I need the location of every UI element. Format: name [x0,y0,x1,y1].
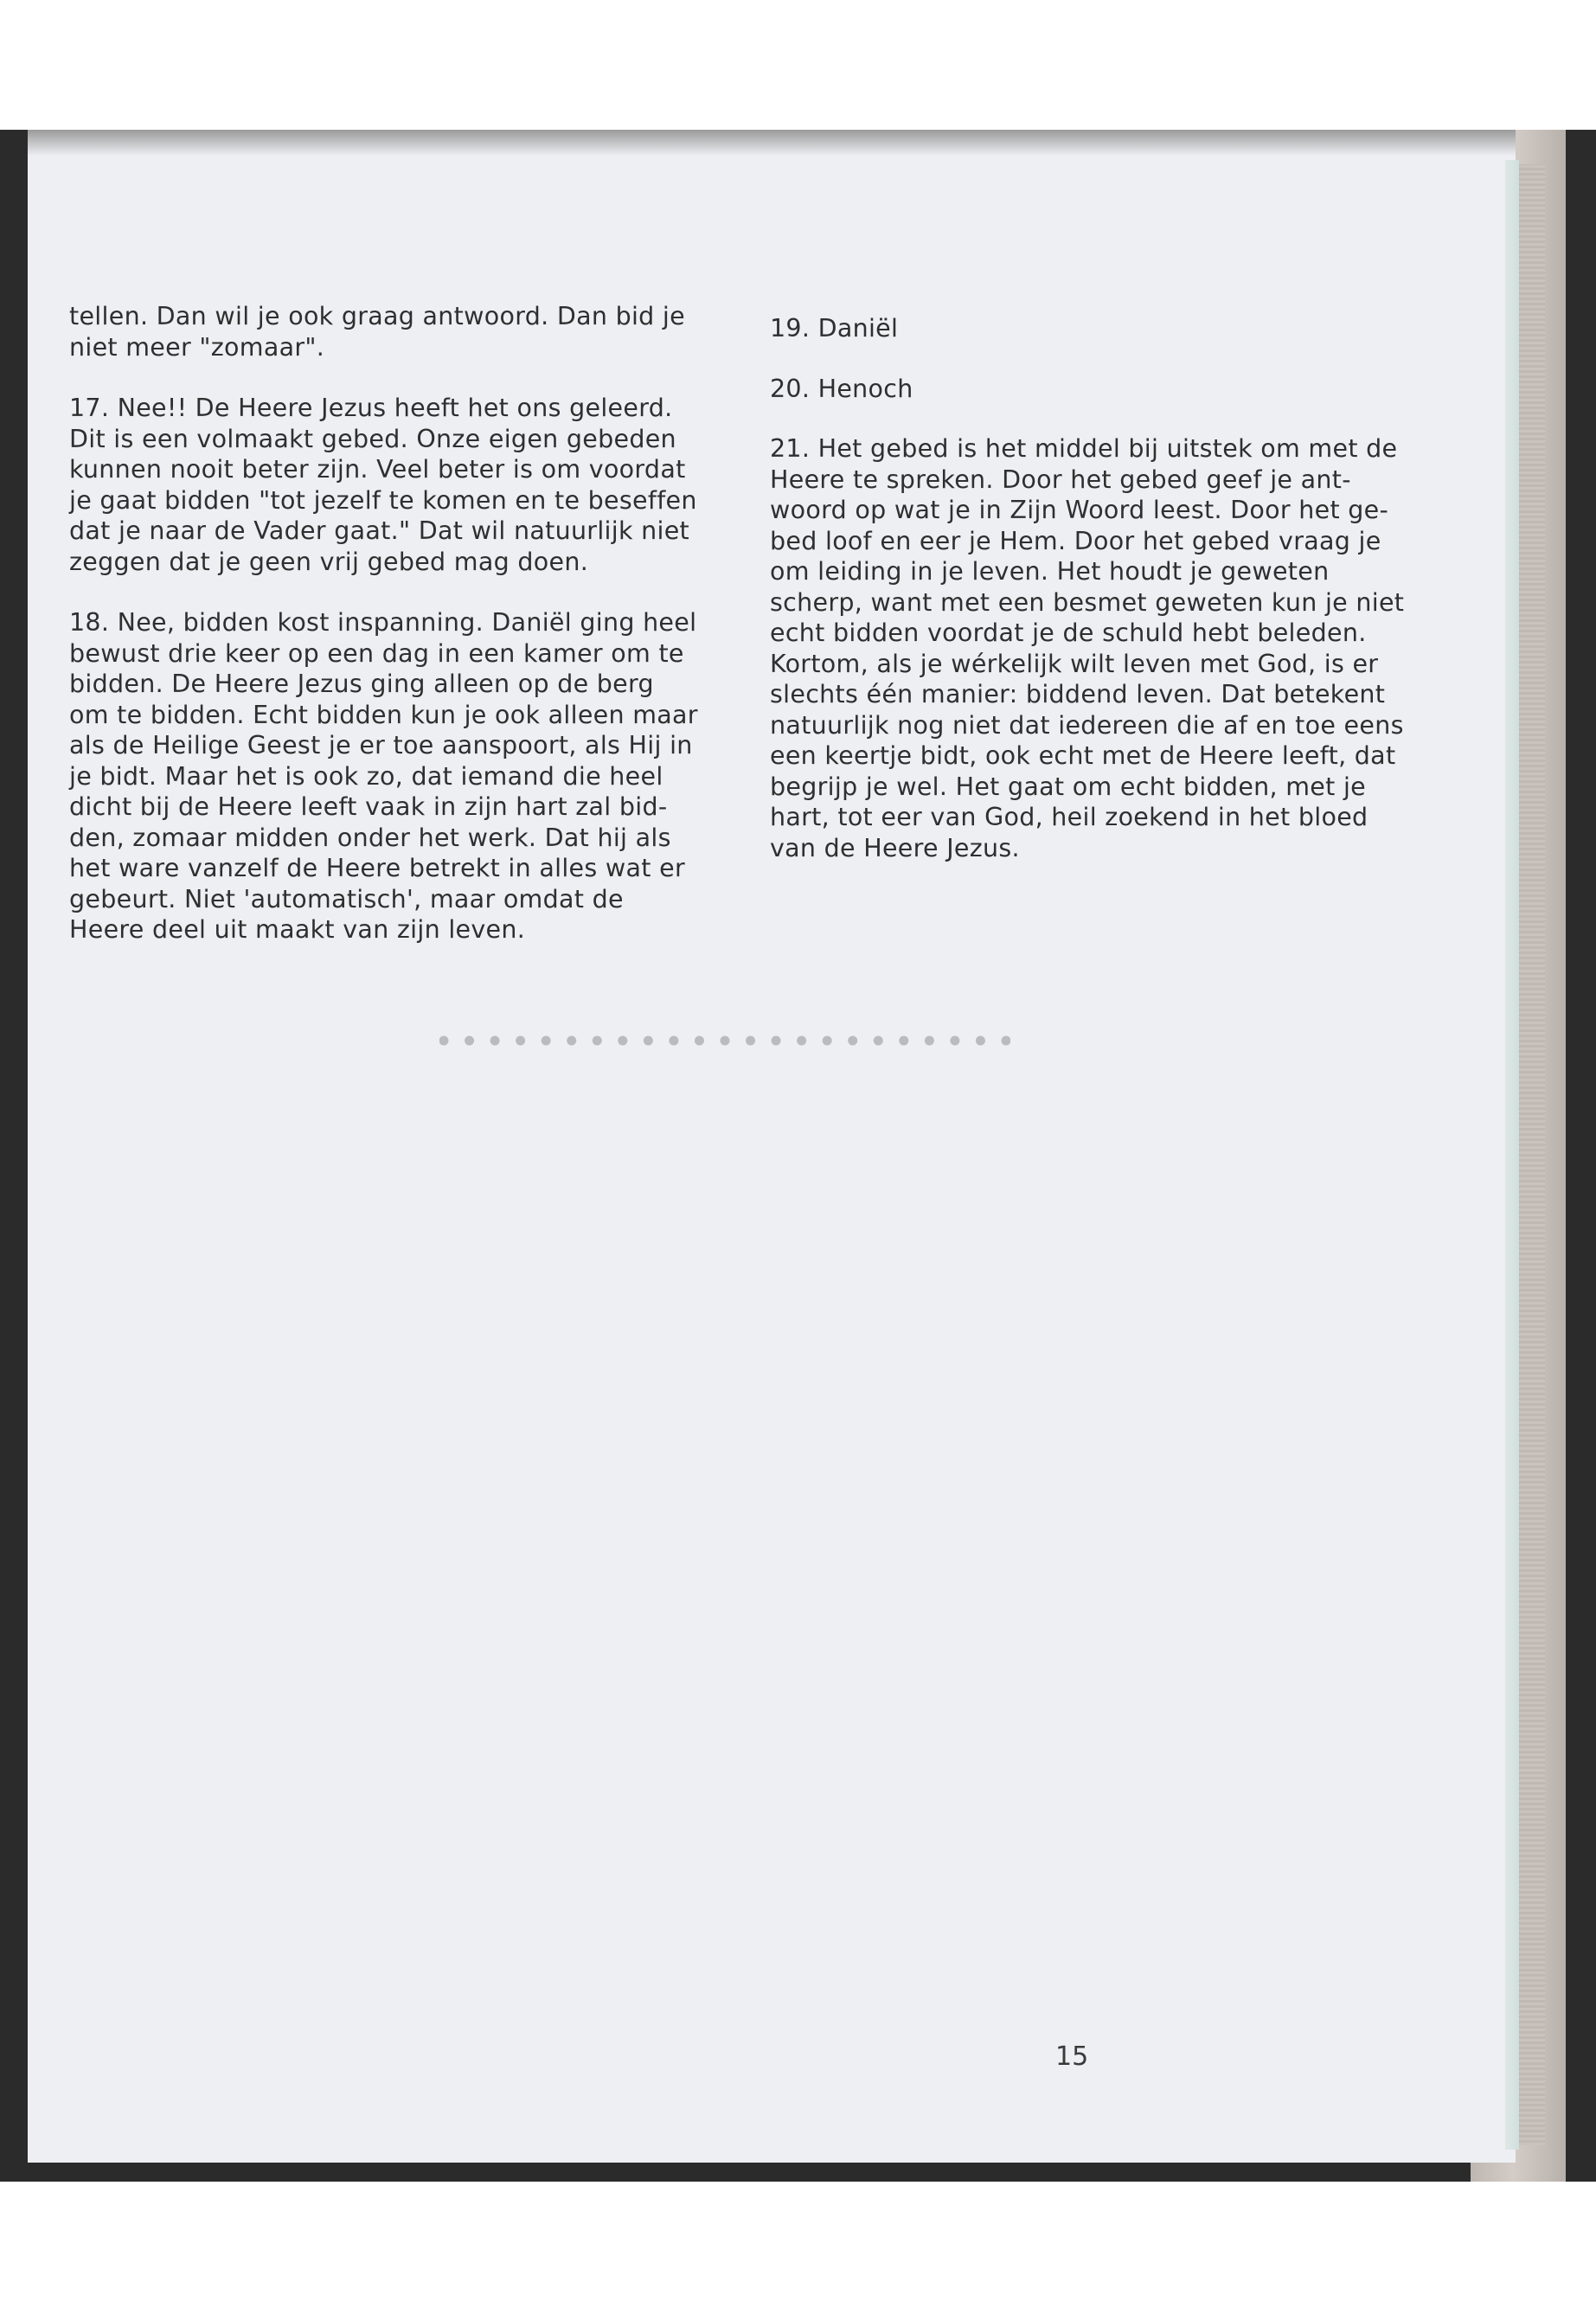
divider-dot [874,1036,883,1046]
text-line: 21. Het gebed is het middel bij uitstek om met de [770,434,1398,463]
text-line: bidden. De Heere Jezus ging alleen op de berg [69,670,654,698]
text-line: den, zomaar midden onder het werk. Dat hij als [69,823,671,852]
text-line: zeggen dat je geen vrij gebed mag doen. [69,547,589,576]
divider-dot [1002,1036,1011,1046]
paragraph-answer-18 [69,607,698,945]
divider-dot [746,1036,755,1046]
divider-dot [516,1036,525,1046]
left-text-column [69,301,698,976]
paragraph-continuation [69,301,692,362]
text-line: bed loof en eer je Hem. Door het gebed vraag je [770,526,1381,555]
divider-dot [490,1036,500,1046]
dotted-divider [439,1033,1010,1048]
answer-19 [770,313,1427,344]
text-line: 18. Nee, bidden kost inspanning. Daniël ging heel [69,608,697,637]
text-line: 17. Nee!! De Heere Jezus heeft het ons geleerd. [69,394,673,422]
text-line: scherp, want met een besmet geweten kun je niet [770,587,1405,617]
divider-dot [899,1036,908,1046]
divider-dot [593,1036,602,1046]
text-line: 20. Henoch [770,374,913,403]
text-line: je bidt. Maar het is ook zo, dat iemand die heel [69,761,663,791]
text-line: natuurlijk nog niet dat iedereen die af en toe eens [770,710,1404,740]
text-line: woord op wat je in Zijn Woord leest. Door het ge- [770,496,1389,524]
text-line: van de Heere Jezus. [770,833,1020,862]
answer-20 [770,374,1427,405]
divider-dot [925,1036,934,1046]
divider-dot [439,1036,449,1046]
text-line: dat je naar de Vader gaat." Dat wil natuurlijk niet [69,516,690,545]
text-line: een keertje bidt, ook echt met de Heere leeft, dat [770,741,1396,770]
text-line: Heere deel uit maakt van zijn leven. [69,915,526,944]
divider-dot [721,1036,730,1046]
divider-dot [976,1036,985,1046]
text-line: tellen. Dan wil je ook graag antwoord. Dan bid je [69,302,685,330]
page-number: 15 [1055,2041,1089,2072]
divider-dot [772,1036,781,1046]
text-line: 19. Daniël [770,314,899,343]
text-line: het ware vanzelf de Heere betrekt in alles wat er [69,854,685,882]
text-line: Kortom, als je wérkelijk wilt leven met God, is er [770,649,1379,678]
text-line: gebeurt. Niet 'automatisch', maar omdat de [69,884,624,913]
text-line: slechts één manier: biddend leven. Dat betekent [770,680,1386,708]
paragraph-answer-21 [770,433,1427,863]
page-edge [1505,160,1519,2150]
right-text-column [770,313,1427,894]
text-line: niet meer "zomaar". [69,332,325,362]
divider-dot [848,1036,857,1046]
text-line: dicht bij de Heere leeft vaak in zijn hart zal bid- [69,792,668,821]
divider-dot [567,1036,576,1046]
page-top-shadow [28,130,1516,156]
paragraph-answer-17 [69,393,697,577]
divider-dot [644,1036,653,1046]
text-line: Heere te spreken. Door het gebed geef je ant- [770,465,1351,494]
text-line: echt bidden voordat je de schuld hebt beleden. [770,619,1367,647]
text-line: bewust drie keer op een dag in een kamer om te [69,638,684,668]
divider-dot [797,1036,806,1046]
divider-dot [950,1036,959,1046]
divider-dot [542,1036,551,1046]
text-line: kunnen nooit beter zijn. Veel beter is om voordat [69,455,686,484]
divider-dot [669,1036,678,1046]
text-line: begrijp je wel. Het gaat om echt bidden, met je [770,772,1367,801]
text-line: als de Heilige Geest je er toe aanspoort, als Hij in [69,731,693,760]
text-line: om leiding in je leven. Het houdt je geweten [770,557,1330,586]
divider-dot [695,1036,704,1046]
divider-dot [823,1036,832,1046]
text-line: je gaat bidden "tot jezelf te komen en te beseffen [69,485,697,515]
divider-dot [465,1036,474,1046]
text-line: hart, tot eer van God, heil zoekend in het bloed [770,803,1368,831]
text-line: om te bidden. Echt bidden kun je ook alleen maar [69,700,698,729]
divider-dot [618,1036,627,1046]
text-line: Dit is een volmaakt gebed. Onze eigen gebeden [69,424,676,453]
